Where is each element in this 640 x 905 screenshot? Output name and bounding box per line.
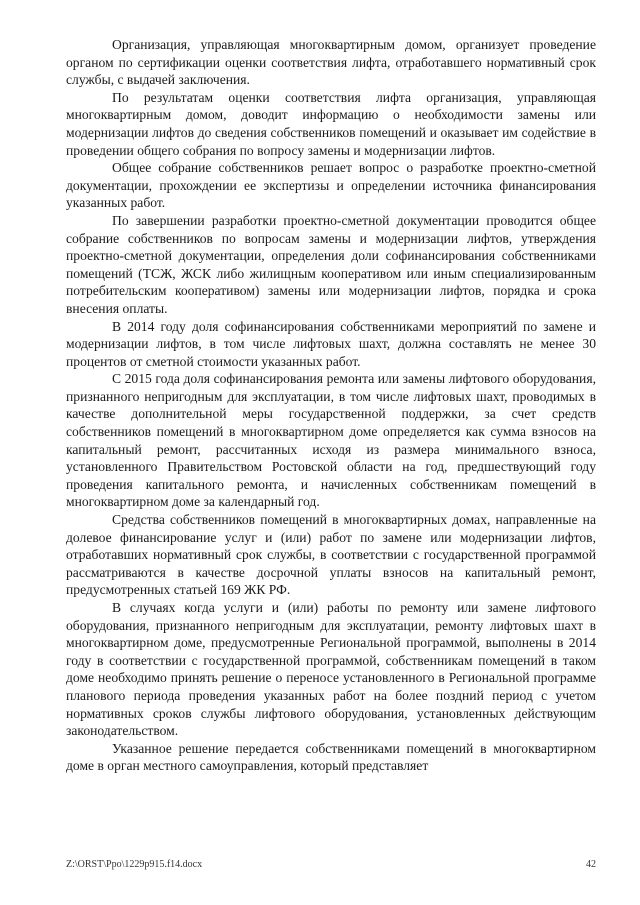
page-number: 42 <box>586 859 596 870</box>
document-body <box>66 36 596 775</box>
paragraph-postponement: В случаях когда услуги и (или) работы по ремонту или замене лифтового оборудования, признанного непригодным для эксплуатации, ремонту лифтовых шахт в многоквартирном доме, предусмотренные Региональной программой, выполнены в 2014 году в соответствии с государственной программой, собственникам помещений в таком доме необходимо принять решение о переносе установленного в Региональной программе планового периода проведения указанных работ на более поздний период с учетом нормативных сроков службы лифтового оборудования, установленных действующим законодательством. <box>66 600 596 739</box>
paragraph-assessment-results: По результатам оценки соответствия лифта организация, управляющая многоквартирным домом, доводит информацию о необходимости замены или модернизации лифтов до сведения собственников помещений и оказывает им содействие в проведении общего собрания по вопросу замены и модернизации лифтов. <box>66 89 596 158</box>
paragraph-certification: Организация, управляющая многоквартирным домом, организует проведение органом по сертификации оценки соответствия лифта, отработавшего нормативный срок службы, с выдачей заключения. <box>66 37 596 88</box>
file-path: Z:\ORST\Ppo\1229p915.f14.docx <box>66 859 203 870</box>
paragraph-design-documentation: По завершении разработки проектно-сметной документации проводится общее собрание собственников по вопросам замены и модернизации лифтов, утверждения проектно-сметной документации, определения доли софинансирования собственниками помещений (ТСЖ, ЖСК либо жилищным кооперативом или иным специализированным потребительским кооперативом) замены или модернизации лифтов, порядка и срока внесения оплаты. <box>66 212 596 316</box>
paragraph-decision-transfer: Указанное решение передается собственниками помещений в многоквартирном доме в орган местного самоуправления, который представляет <box>66 740 596 774</box>
paragraph-general-meeting: Общее собрание собственников решает вопрос о разработке проектно-сметной документации, прохождении ее экспертизы и определении источника финансирования указанных работ. <box>66 160 596 211</box>
paragraph-2015-share: С 2015 года доля софинансирования ремонта или замены лифтового оборудования, признанного непригодным для эксплуатации, в том числе лифтовых шахт, проводимых в качестве дополнительной меры государственной поддержки, за счет средств собственников помещений в многоквартирном доме определяется как сумма взносов на капитальный ремонт, рассчитанных исходя из размера минимального взноса, установленного Правительством Ростовской области на год, предшествующий году проведения капитального ремонта, и начисленных собственникам помещений в многоквартирном доме за календарный год. <box>66 371 596 510</box>
paragraph-owner-funds: Средства собственников помещений в многоквартирных домах, направленные на долевое финансирование услуг и (или) работ по замене или модернизации лифтов, отработавших нормативный срок службы, в соответствии с государственной программой рассматриваются в качестве досрочной уплаты взносов на капитальный ремонт, предусмотренных статьей 169 ЖК РФ. <box>66 512 596 598</box>
paragraph-2014-share: В 2014 году доля софинансирования собственниками мероприятий по замене и модернизации лифтов, в том числе лифтовых шахт, должна составлять не менее 30 процентов от сметной стоимости указанных работ. <box>66 318 596 369</box>
